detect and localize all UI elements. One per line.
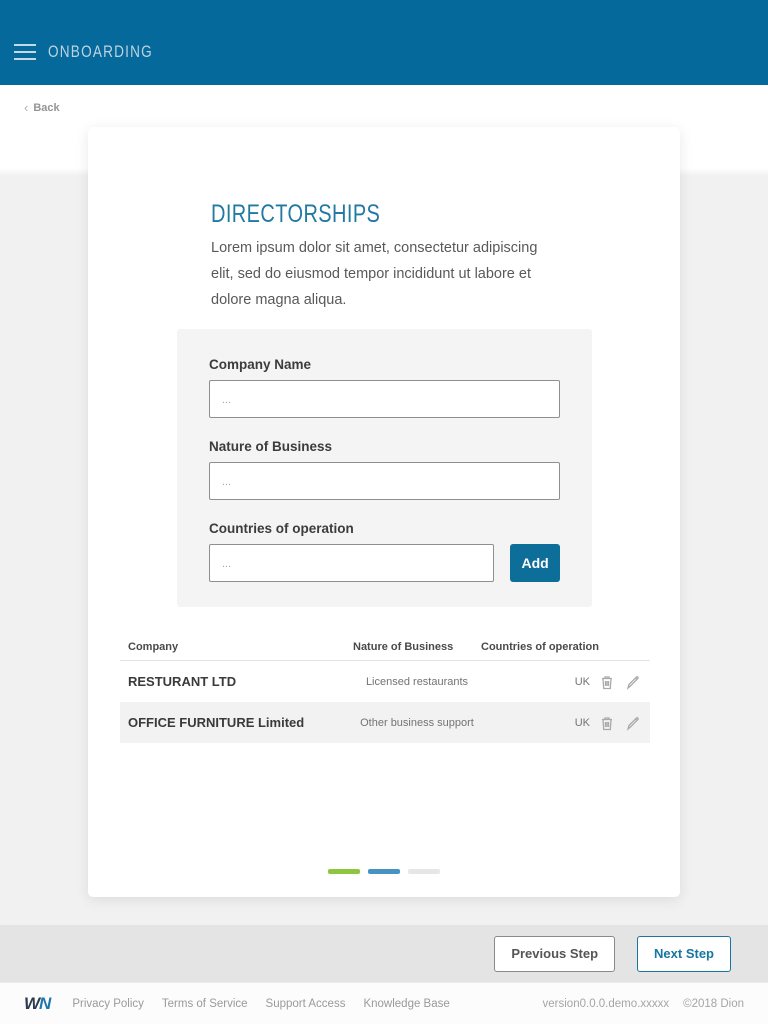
company-name-input[interactable] [209,380,560,418]
trash-icon[interactable] [600,715,614,731]
next-step-button[interactable]: Next Step [637,936,731,972]
pencil-icon[interactable] [626,674,640,690]
column-header-countries: Countries of operation [481,640,599,653]
countries-cell: UK [574,716,590,729]
version-text: version0.0.0.demo.xxxxx [542,997,670,1010]
company-cell: RESTURANT LTD [128,674,237,689]
nature-of-business-label: Nature of Business [209,439,333,454]
table-header-row [120,633,650,661]
company-name-label: Company Name [209,357,312,372]
nature-of-business-input[interactable] [209,462,560,500]
countries-of-operation-input[interactable] [209,544,494,582]
app-title: ONBOARDING [48,42,153,61]
support-access-link[interactable]: Support Access [265,997,346,1010]
trash-icon[interactable] [600,674,614,690]
progress-indicator [88,869,680,874]
terms-of-service-link[interactable]: Terms of Service [161,997,248,1010]
nature-cell: Licensed restaurants [365,675,469,688]
page-description: Lorem ipsum dolor sit amet, consectetur adipiscing elit, sed do eiusmod tempor incididunt ut labore et dolore magna aliqua. [211,240,538,308]
progress-step-complete [328,869,360,874]
directorships-card [88,127,680,897]
table-row [120,702,650,743]
privacy-policy-link[interactable]: Privacy Policy [72,997,144,1010]
hamburger-menu-icon[interactable] [14,44,36,60]
directorships-table [120,633,650,743]
app-header [0,0,768,85]
progress-step-upcoming [408,869,440,874]
countries-cell: UK [574,675,590,688]
column-header-company: Company [128,640,179,653]
action-bar [0,925,768,982]
win-logo: WN [24,993,51,1013]
countries-of-operation-label: Countries of operation [209,521,354,536]
nature-cell: Other business support [360,716,474,729]
add-button[interactable]: Add [510,544,560,582]
back-link[interactable] [24,101,60,114]
progress-step-current [368,869,400,874]
pencil-icon[interactable] [626,715,640,731]
chevron-left-icon: ‹ [24,100,29,115]
page-title: DIRECTORSHIPS [211,200,381,228]
back-label: Back [33,101,60,114]
column-header-nature: Nature of Business [353,640,454,653]
table-row [120,661,650,702]
site-footer [0,982,768,1024]
previous-step-button[interactable]: Previous Step [494,936,615,972]
knowledge-base-link[interactable]: Knowledge Base [363,997,450,1010]
directorship-form [177,329,592,607]
copyright-text: ©2018 Dion [683,997,744,1010]
company-cell: OFFICE FURNITURE Limited [128,715,305,730]
